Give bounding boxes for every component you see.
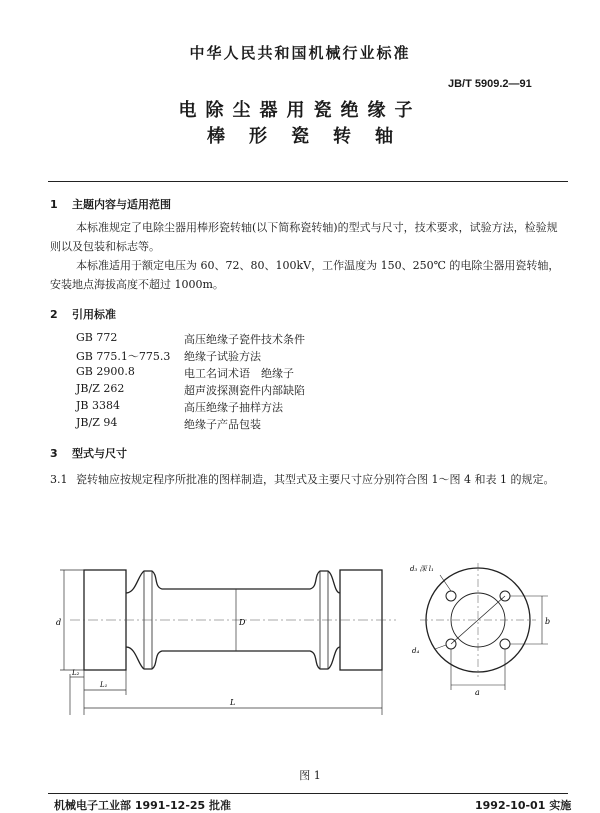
reference-item: [76, 399, 476, 416]
document-title: 电除尘器用瓷绝缘子: [178, 100, 422, 121]
reference-item: [76, 416, 476, 433]
section-1-heading: [50, 196, 171, 212]
section-number: 3: [50, 447, 58, 460]
approval-date: 机械电子工业部 1991-12-25 批准: [54, 799, 232, 812]
reference-name: 高压绝缘子瓷件技术条件: [184, 333, 305, 346]
section-2-heading: [50, 306, 116, 322]
header-rule: [48, 181, 568, 182]
section-1-paragraph-1: 本标准规定了电除尘器用棒形瓷转轴(以下简称瓷转轴)的型式与尺寸，技术要求，试验方法，检验规则以及包装和标志等。: [50, 221, 558, 253]
dim-label-D: D: [239, 618, 246, 627]
reference-list: [76, 331, 476, 441]
reference-code: GB 775.1～775.3: [76, 350, 171, 363]
reference-item: [76, 348, 476, 365]
clause-text: 瓷转轴应按规定程序所批准的图样制造，其型式及主要尺寸应分别符合图 1～图 4 和表 1 的规定。: [76, 473, 555, 486]
section-title: 主题内容与适用范围: [72, 198, 171, 211]
dim-label-L1: L₁: [100, 681, 108, 689]
dim-label-b: b: [545, 617, 551, 626]
clause-number: 3.1: [50, 473, 68, 486]
reference-code: GB 2900.8: [76, 365, 135, 378]
document-subtitle: 棒形瓷转轴: [207, 126, 417, 147]
section-title: 型式与尺寸: [72, 447, 127, 460]
standard-code: JB/T 5909.2—91: [448, 78, 532, 90]
bolt-hole: [500, 639, 510, 649]
reference-name: 高压绝缘子抽样方法: [184, 401, 283, 414]
end-view: [420, 563, 551, 690]
reference-code: JB/Z 94: [76, 416, 118, 429]
hole-label-d4: d₄: [412, 647, 420, 655]
figure-caption: 图 1: [299, 769, 321, 782]
section-title: 引用标准: [72, 308, 116, 321]
issuing-authority: 中华人民共和国机械行业标准: [189, 44, 411, 62]
footer-rule: [48, 793, 568, 794]
reference-name: 电工名词术语 绝缘子: [184, 367, 294, 380]
reference-name: 超声波探测瓷件内部缺陷: [184, 384, 305, 397]
dim-label-a: a: [475, 688, 480, 697]
reference-code: JB/Z 262: [76, 382, 125, 395]
dim-label-L2: L₂: [72, 669, 80, 677]
reference-code: GB 772: [76, 331, 118, 344]
implementation-date: 1992-10-01 实施: [475, 799, 572, 812]
figure-1-drawing: [40, 545, 580, 760]
reference-code: JB 3384: [76, 399, 120, 412]
dim-label-d: d: [56, 618, 62, 627]
reference-name: 绝缘子产品包装: [184, 418, 261, 431]
clause-3-1: [50, 470, 570, 489]
bolt-hole: [446, 591, 456, 601]
dimension-lines: [60, 570, 382, 715]
rod-top-profile: [126, 571, 340, 593]
hole-label-d3: d₃ 深 l₁: [410, 565, 434, 573]
reference-item: [76, 382, 476, 399]
rod-bottom-profile: [126, 647, 340, 669]
section-3-heading: [50, 445, 127, 461]
section-1-paragraph-2: 本标准适用于额定电压为 60、72、80、100kV，工作温度为 150、250℃ 的电除尘器用瓷转轴，安装地点海拔高度不超过 1000m。: [50, 259, 560, 291]
reference-item: [76, 365, 476, 382]
reference-item: [76, 331, 476, 348]
reference-name: 绝缘子试验方法: [184, 350, 261, 363]
section-number: 1: [50, 198, 58, 211]
dim-label-L: L: [230, 698, 236, 707]
section-number: 2: [50, 308, 58, 321]
